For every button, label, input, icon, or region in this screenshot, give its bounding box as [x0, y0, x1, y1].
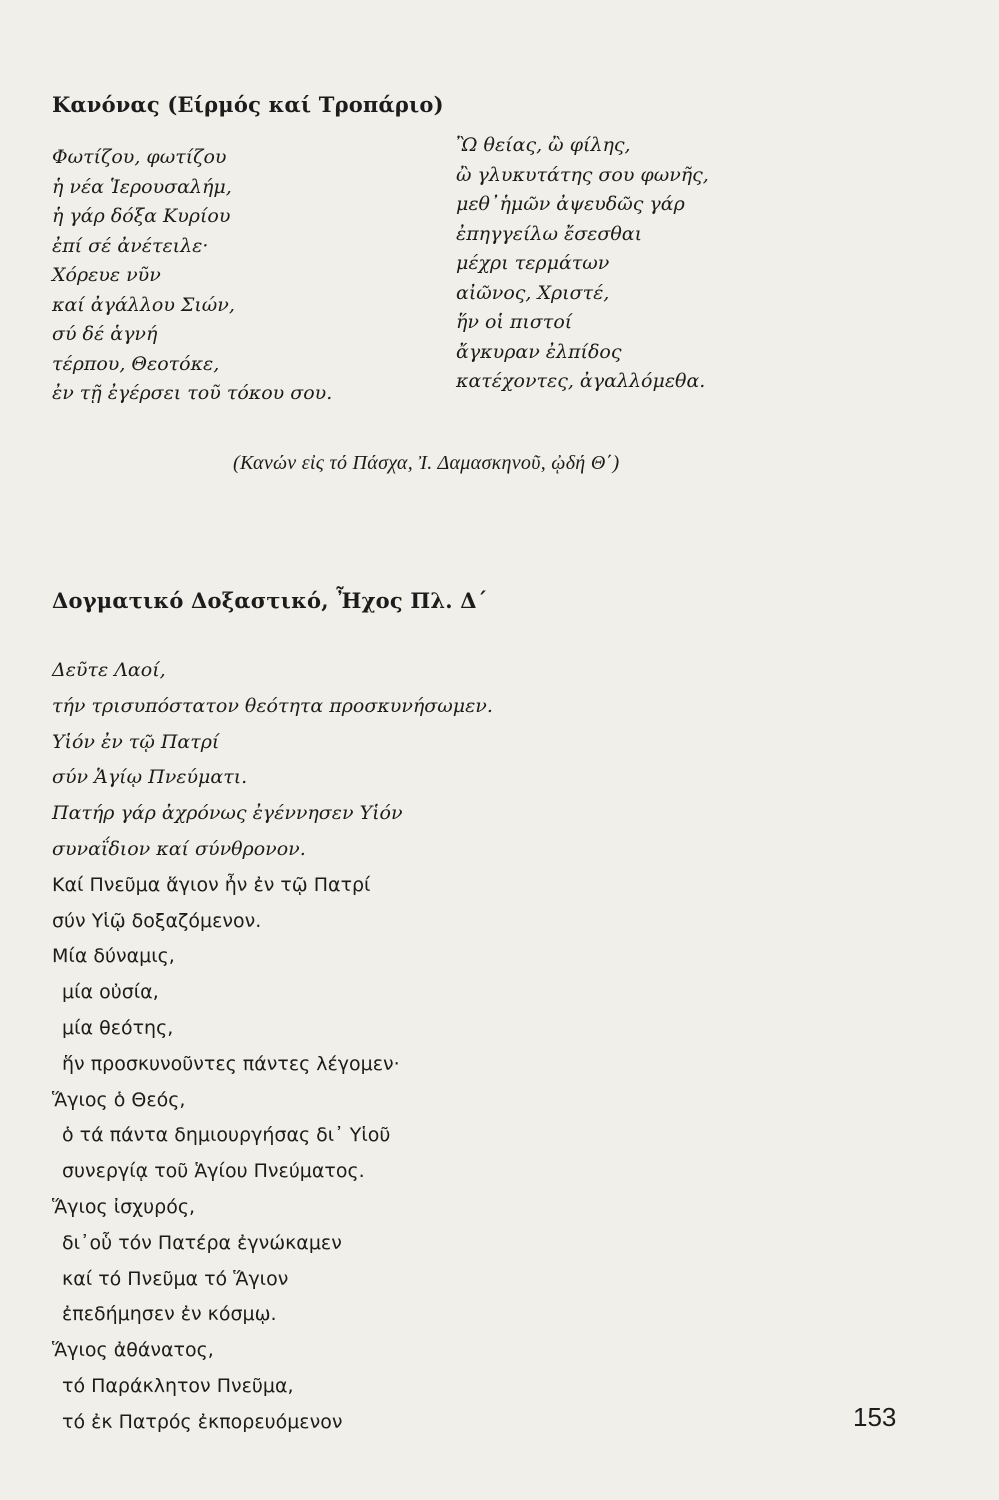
verse-line: τό ἐκ Πατρός ἐκπορευόμενον: [62, 1410, 343, 1433]
verse-line: σύν Ἁγίῳ Πνεύματι.: [52, 766, 248, 789]
section-heading-dogmatic: Δογματικό Δοξαστικό, Ἦχος Πλ. Δ΄: [52, 588, 488, 613]
verse-line: μέχρι τερμάτων: [456, 252, 610, 274]
verse-line: τέρπου, Θεοτόκε,: [52, 352, 220, 375]
verse-line: αἰῶνος, Χριστέ,: [456, 281, 610, 304]
verse-line: μία θεότης,: [62, 1016, 174, 1039]
verse-line: Χόρευε νῦν: [52, 264, 161, 286]
verse-line: ἐπί σέ ἀνέτειλε·: [52, 234, 209, 257]
verse-line: Δεῦτε Λαοί,: [52, 659, 166, 681]
verse-line: σύν Υἱῷ δοξαζόμενον.: [52, 909, 262, 932]
verse-line: δι᾽οὗ τόν Πατέρα ἐγνώκαμεν: [62, 1231, 342, 1254]
hymn-right-column: [456, 131, 709, 397]
verse-line: Ὢ θείας, ὢ φίλης,: [456, 134, 631, 156]
verse-line: κατέχοντες, ἀγαλλόμεθα.: [456, 370, 706, 392]
source-attribution: (Κανών εἰς τό Πάσχα, Ἰ. Δαμασκηνοῦ, ᾠδή Θ΄): [233, 452, 620, 474]
verse-line: σύ δέ ἁγνή: [52, 323, 158, 345]
verse-line: καί τό Πνεῦμα τό Ἅγιον: [62, 1267, 289, 1290]
hymn-left-column: [52, 143, 332, 409]
verse-line: ἥν οἱ πιστοί: [456, 311, 573, 333]
verse-line: τήν τρισυπόστατον θεότητα προσκυνήσωμεν.: [52, 694, 493, 717]
verse-line: Ἅγιος ὁ Θεός,: [52, 1088, 186, 1111]
verse-line: Υἱόν ἐν τῷ Πατρί: [52, 730, 220, 753]
verse-line: Πατήρ γάρ ἀχρόνως ἐγέννησεν Υἱόν: [52, 802, 403, 825]
verse-line: Καί Πνεῦμα ἅγιον ἦν ἐν τῷ Πατρί: [52, 873, 371, 896]
verse-line: ὁ τά πάντα δημιουργήσας δι᾽ Υἱοῦ: [62, 1124, 391, 1147]
verse-line: μία οὐσία,: [62, 981, 159, 1004]
verse-line: Ἅγιος ἰσχυρός,: [52, 1195, 196, 1218]
verse-line: συναΐδιον καί σύνθρονον.: [52, 837, 306, 860]
verse-line: καί ἀγάλλου Σιών,: [52, 293, 235, 316]
verse-line: ἡ γάρ δόξα Κυρίου: [52, 205, 231, 227]
verse-line: ἐν τῇ ἐγέρσει τοῦ τόκου σου.: [52, 382, 333, 404]
verse-line: συνεργίᾳ τοῦ Ἁγίου Πνεύματος.: [62, 1160, 365, 1183]
verse-line: Μία δύναμις,: [52, 945, 175, 968]
verse-line: Ἅγιος ἀθάνατος,: [52, 1339, 214, 1362]
verse-line: τό Παράκλητον Πνεῦμα,: [62, 1374, 294, 1397]
verse-line: μεθ᾽ἡμῶν ἀψευδῶς γάρ: [456, 193, 685, 215]
verse-line: ἄγκυραν ἐλπίδος: [456, 340, 622, 363]
page-number: 153: [853, 1402, 897, 1432]
verse-line: ἐπεδήμησεν ἐν κόσμῳ.: [62, 1303, 277, 1326]
section-heading-canon: Κανόνας (Είρμός καί Τροπάριο): [52, 92, 444, 117]
verse-line: ἡ νέα Ἱερουσαλήμ,: [52, 175, 232, 198]
dogmatic-hymn-text: [52, 653, 493, 1441]
verse-line: Φωτίζου, φωτίζου: [52, 146, 227, 168]
verse-line: ἥν προσκυνοῦντες πάντες λέγομεν·: [62, 1052, 400, 1075]
verse-line: ὢ γλυκυτάτης σου φωνῆς,: [456, 163, 709, 186]
verse-line: ἐπηγγείλω ἔσεσθαι: [456, 222, 643, 245]
